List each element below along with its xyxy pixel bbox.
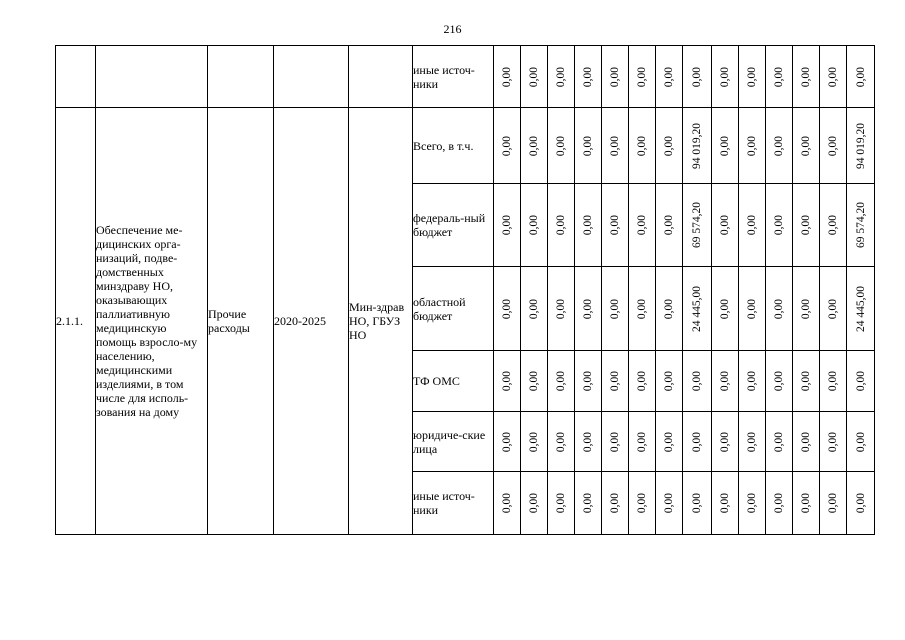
value-text: 0,00 — [609, 66, 621, 87]
value-cell — [602, 267, 629, 351]
value-cell — [602, 108, 629, 184]
value-text: 69 574,20 — [691, 202, 703, 248]
value-cell — [602, 472, 629, 535]
value-cell — [575, 108, 602, 184]
value-text: 0,00 — [555, 298, 567, 319]
value-text: 0,00 — [827, 214, 839, 236]
value-text: 0,00 — [827, 66, 839, 87]
value-text: 0,00 — [719, 298, 731, 319]
value-cell — [494, 267, 521, 351]
value-text: 0,00 — [636, 431, 648, 452]
value-text: 0,00 — [773, 298, 785, 319]
value-text: 0,00 — [827, 492, 839, 514]
value-text: 0,00 — [528, 492, 540, 514]
value-cell — [575, 184, 602, 267]
value-text: 0,00 — [663, 66, 675, 87]
value-text: 0,00 — [555, 370, 567, 392]
value-cell — [847, 267, 875, 351]
value-text: 69 574,20 — [854, 202, 867, 248]
value-text: 0,00 — [663, 298, 675, 319]
value-cell — [739, 267, 766, 351]
value-cell — [793, 412, 820, 472]
value-text: 0,00 — [636, 135, 648, 156]
value-text: 0,00 — [691, 431, 703, 452]
value-cell — [820, 46, 847, 108]
value-cell — [548, 46, 575, 108]
source-cell: областной бюджет — [413, 267, 494, 351]
value-cell — [575, 351, 602, 412]
value-text: 0,00 — [746, 298, 758, 319]
table-row — [56, 46, 875, 108]
value-cell — [602, 412, 629, 472]
value-text: 0,00 — [501, 66, 513, 87]
value-cell — [766, 267, 793, 351]
value-cell — [629, 351, 656, 412]
value-text: 0,00 — [582, 135, 594, 156]
period: 2020-2025 — [274, 108, 349, 535]
value-cell — [602, 46, 629, 108]
source-cell: юридиче-ские лица — [413, 412, 494, 472]
item-number: 2.1.1. — [56, 108, 96, 535]
budget-table — [55, 45, 875, 535]
value-cell — [521, 184, 548, 267]
value-cell — [793, 351, 820, 412]
value-cell — [847, 472, 875, 535]
value-cell — [548, 184, 575, 267]
value-text: 0,00 — [582, 298, 594, 319]
value-cell — [548, 267, 575, 351]
value-cell — [683, 184, 712, 267]
value-text: 0,00 — [800, 135, 812, 156]
value-text: 94 019,20 — [691, 122, 703, 169]
value-cell — [521, 412, 548, 472]
value-cell — [847, 46, 875, 108]
value-cell — [766, 184, 793, 267]
table-row — [56, 108, 875, 184]
value-cell — [820, 267, 847, 351]
value-cell — [548, 108, 575, 184]
source-cell: ТФ ОМС — [413, 351, 494, 412]
value-text: 0,00 — [609, 492, 621, 514]
value-text: 0,00 — [663, 431, 675, 452]
value-cell — [548, 412, 575, 472]
value-text: 0,00 — [555, 492, 567, 514]
value-text: 0,00 — [719, 214, 731, 236]
value-text: 0,00 — [800, 370, 812, 392]
value-cell — [548, 472, 575, 535]
value-text: 0,00 — [528, 370, 540, 392]
value-text: 0,00 — [528, 298, 540, 319]
value-cell — [521, 351, 548, 412]
value-text: 0,00 — [582, 370, 594, 392]
value-cell — [494, 412, 521, 472]
value-cell — [683, 108, 712, 184]
value-cell — [629, 46, 656, 108]
value-cell — [712, 412, 739, 472]
executors: Мин-здрав НО, ГБУЗ НО — [349, 108, 413, 535]
value-cell — [766, 472, 793, 535]
value-cell — [766, 108, 793, 184]
value-cell — [739, 46, 766, 108]
value-cell — [793, 46, 820, 108]
value-cell — [602, 351, 629, 412]
value-cell — [820, 184, 847, 267]
value-cell — [575, 46, 602, 108]
value-text: 0,00 — [501, 370, 513, 392]
value-text: 0,00 — [582, 492, 594, 514]
value-text: 0,00 — [582, 66, 594, 87]
value-text: 0,00 — [636, 214, 648, 236]
value-cell — [820, 108, 847, 184]
value-cell — [656, 184, 683, 267]
value-text: 0,00 — [636, 370, 648, 392]
value-cell — [712, 184, 739, 267]
value-cell — [575, 267, 602, 351]
source-cell: иные источ-ники — [413, 46, 494, 108]
value-cell — [739, 472, 766, 535]
value-cell — [521, 472, 548, 535]
empty-cell — [56, 46, 96, 108]
value-text: 0,00 — [800, 214, 812, 236]
value-text: 0,00 — [827, 370, 839, 392]
value-text: 94 019,20 — [854, 122, 867, 169]
value-cell — [656, 108, 683, 184]
value-text: 24 445,00 — [691, 285, 703, 332]
value-cell — [494, 351, 521, 412]
value-cell — [739, 108, 766, 184]
value-text: 0,00 — [800, 66, 812, 87]
value-text: 0,00 — [501, 135, 513, 156]
value-cell — [494, 46, 521, 108]
value-text: 0,00 — [555, 135, 567, 156]
value-cell — [629, 412, 656, 472]
value-text: 0,00 — [663, 214, 675, 236]
value-text: 0,00 — [746, 66, 758, 87]
value-cell — [683, 46, 712, 108]
empty-cell — [349, 46, 413, 108]
empty-cell — [96, 46, 208, 108]
value-text: 0,00 — [582, 431, 594, 452]
value-cell — [712, 472, 739, 535]
value-text: 0,00 — [528, 214, 540, 236]
value-cell — [766, 351, 793, 412]
value-cell — [793, 108, 820, 184]
value-text: 0,00 — [746, 214, 758, 236]
value-cell — [656, 351, 683, 412]
value-cell — [793, 267, 820, 351]
value-text: 0,00 — [773, 66, 785, 87]
value-cell — [629, 472, 656, 535]
value-text: 0,00 — [663, 492, 675, 514]
value-text: 0,00 — [609, 431, 621, 452]
value-cell — [712, 46, 739, 108]
value-cell — [521, 46, 548, 108]
value-text: 0,00 — [773, 431, 785, 452]
value-cell — [548, 351, 575, 412]
value-text: 0,00 — [854, 66, 867, 87]
value-text: 0,00 — [609, 214, 621, 236]
value-cell — [766, 46, 793, 108]
value-cell — [712, 267, 739, 351]
value-text: 0,00 — [555, 431, 567, 452]
value-cell — [656, 472, 683, 535]
value-cell — [820, 472, 847, 535]
value-text: 0,00 — [854, 431, 867, 452]
value-text: 0,00 — [854, 492, 867, 514]
value-cell — [793, 472, 820, 535]
empty-cell — [208, 46, 274, 108]
value-text: 0,00 — [528, 135, 540, 156]
value-text: 0,00 — [609, 135, 621, 156]
value-cell — [847, 412, 875, 472]
value-text: 0,00 — [609, 298, 621, 319]
value-text: 24 445,00 — [854, 285, 867, 332]
value-cell — [602, 184, 629, 267]
value-text: 0,00 — [636, 492, 648, 514]
value-cell — [656, 267, 683, 351]
value-cell — [656, 46, 683, 108]
value-text: 0,00 — [773, 492, 785, 514]
value-text: 0,00 — [501, 214, 513, 236]
value-text: 0,00 — [746, 492, 758, 514]
value-cell — [739, 184, 766, 267]
value-cell — [820, 351, 847, 412]
value-text: 0,00 — [636, 298, 648, 319]
value-text: 0,00 — [663, 135, 675, 156]
value-text: 0,00 — [636, 66, 648, 87]
value-cell — [766, 412, 793, 472]
empty-cell — [274, 46, 349, 108]
value-cell — [712, 108, 739, 184]
value-text: 0,00 — [501, 298, 513, 319]
value-text: 0,00 — [746, 370, 758, 392]
value-text: 0,00 — [800, 492, 812, 514]
value-text: 0,00 — [719, 66, 731, 87]
source-cell: иные источ-ники — [413, 472, 494, 535]
value-text: 0,00 — [719, 431, 731, 452]
value-cell — [712, 351, 739, 412]
source-cell: Всего, в т.ч. — [413, 108, 494, 184]
value-cell — [739, 351, 766, 412]
value-text: 0,00 — [528, 431, 540, 452]
value-cell — [629, 108, 656, 184]
value-text: 0,00 — [609, 370, 621, 392]
value-text: 0,00 — [827, 431, 839, 452]
value-cell — [629, 184, 656, 267]
page-number: 216 — [443, 22, 462, 36]
value-text: 0,00 — [691, 492, 703, 514]
value-text: 0,00 — [773, 135, 785, 156]
value-text: 0,00 — [719, 492, 731, 514]
value-text: 0,00 — [773, 214, 785, 236]
value-text: 0,00 — [528, 66, 540, 87]
value-cell — [494, 472, 521, 535]
source-cell: федераль-ный бюджет — [413, 184, 494, 267]
value-cell — [847, 108, 875, 184]
value-text: 0,00 — [746, 431, 758, 452]
value-text: 0,00 — [555, 214, 567, 236]
value-text: 0,00 — [827, 298, 839, 319]
value-text: 0,00 — [582, 214, 594, 236]
value-cell — [683, 267, 712, 351]
value-cell — [575, 472, 602, 535]
item-description: Обеспечение ме-дицинских орга-низаций, подве-домственных минздраву НО, оказывающих паллиативную медицинскую помощь взросло-му населению, медицинскими изделиями, в том числе для исполь-зования на дому — [96, 108, 208, 535]
value-cell — [683, 351, 712, 412]
value-text: 0,00 — [773, 370, 785, 392]
value-text: 0,00 — [501, 492, 513, 514]
value-cell — [575, 412, 602, 472]
value-text: 0,00 — [691, 370, 703, 392]
value-cell — [494, 108, 521, 184]
value-text: 0,00 — [555, 66, 567, 87]
value-text: 0,00 — [719, 370, 731, 392]
value-text: 0,00 — [827, 135, 839, 156]
value-cell — [521, 267, 548, 351]
value-text: 0,00 — [854, 370, 867, 392]
value-cell — [629, 267, 656, 351]
value-cell — [739, 412, 766, 472]
value-text: 0,00 — [719, 135, 731, 156]
value-text: 0,00 — [501, 431, 513, 452]
value-cell — [521, 108, 548, 184]
value-cell — [494, 184, 521, 267]
value-cell — [793, 184, 820, 267]
value-cell — [683, 412, 712, 472]
value-cell — [820, 412, 847, 472]
value-text: 0,00 — [800, 431, 812, 452]
value-text: 0,00 — [800, 298, 812, 319]
value-cell — [847, 184, 875, 267]
value-cell — [847, 351, 875, 412]
value-cell — [656, 412, 683, 472]
value-text: 0,00 — [663, 370, 675, 392]
expense-type: Прочие расходы — [208, 108, 274, 535]
value-text: 0,00 — [691, 66, 703, 87]
value-cell — [683, 472, 712, 535]
value-text: 0,00 — [746, 135, 758, 156]
